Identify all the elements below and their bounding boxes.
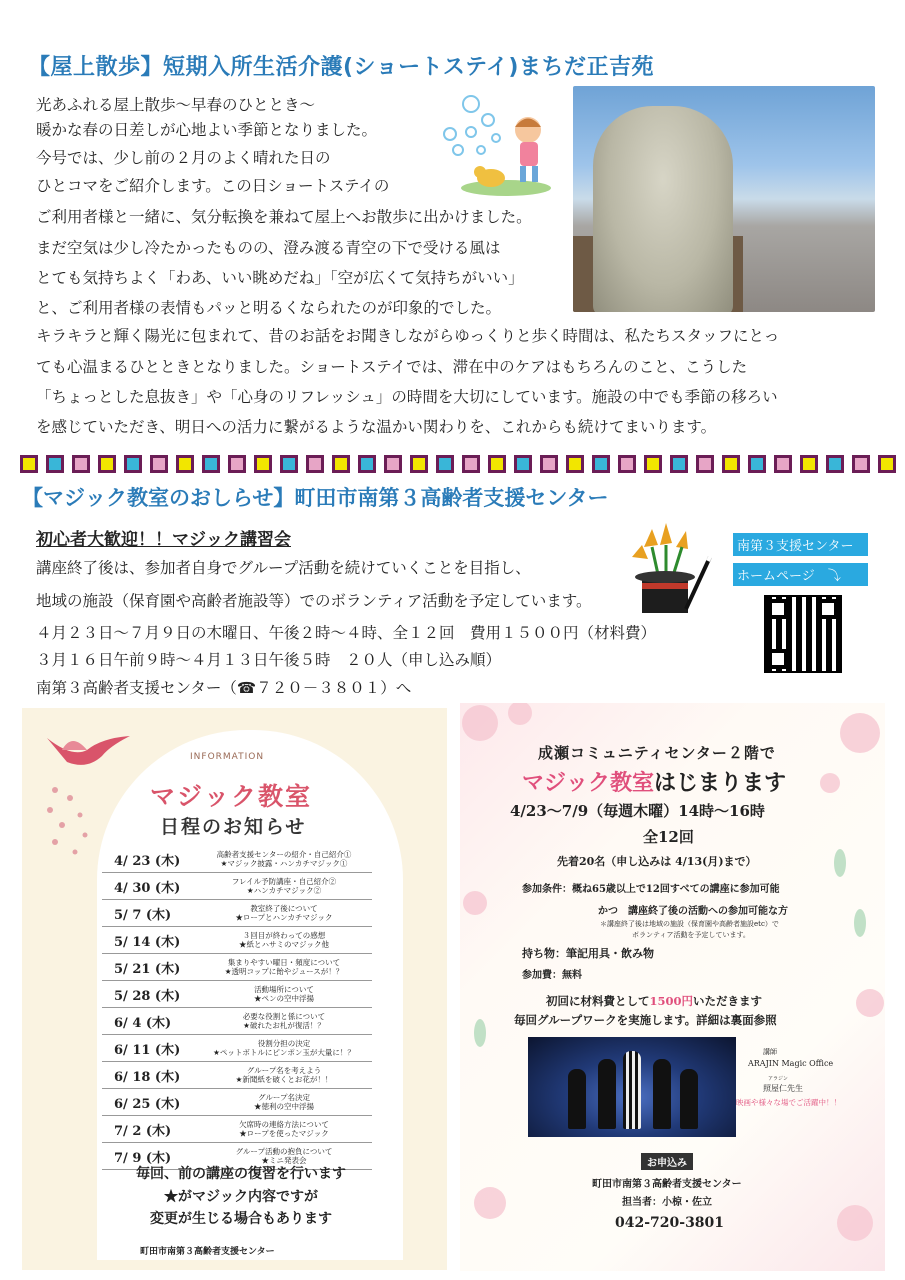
divider-square: [826, 455, 844, 473]
section1-line: と、ご利用者様の表情もパッと明るくなられたのが印象的でした。: [36, 299, 502, 317]
schedule-date: 7/ 2 (木): [114, 1123, 172, 1139]
lecturer-name: 照屋仁先生: [763, 1084, 803, 1093]
section2-title: 【マジック教室のおしらせ】町田市南第３高齢者支援センター: [22, 486, 609, 510]
divider-square: [566, 455, 584, 473]
schedule-content: 必要な役割と係について ★破れたお札が復活！？: [242, 1012, 326, 1030]
flyer-note: ボランティア活動を予定しています。: [632, 931, 750, 939]
divider-square: [228, 455, 246, 473]
flyer-condition: かつ 講座終了後の活動への参加可能な方: [598, 906, 788, 917]
lecturer-ruby: アラジン: [768, 1076, 788, 1082]
schedule-date: 4/ 30 (木): [114, 880, 181, 896]
section1-line: ひとコマをご紹介します。この日ショートステイの: [36, 177, 390, 195]
divider-square: [878, 455, 896, 473]
section2-line: 南第３高齢者支援センター（☎７２０－３８０１）へ: [36, 679, 412, 697]
divider-square: [722, 455, 740, 473]
divider-square: [202, 455, 220, 473]
schedule-row: [102, 1008, 372, 1035]
divider-square: [462, 455, 480, 473]
divider-square: [618, 455, 636, 473]
schedule-content: グループ名決定 ★徳利の空中浮揚: [254, 1093, 314, 1111]
material-text2: いただきます: [693, 994, 763, 1008]
schedule-row: [102, 1089, 372, 1116]
divider-square: [176, 455, 194, 473]
apply-label: お申込み: [641, 1153, 693, 1170]
schedule-content: 高齢者支援センターの紹介・自己紹介① ★マジック披露・ハンカチマジック①: [216, 850, 352, 868]
flyer-material: [546, 993, 762, 1009]
section2-line: 地域の施設（保育園や高齢者施設等）でのボランティア活動を予定しています。: [36, 592, 592, 610]
divider-square: [540, 455, 558, 473]
schedule-content: 活動場所について ★ペンの空中浮揚: [254, 985, 314, 1003]
rooftop-photo: [573, 86, 875, 312]
homepage-label[interactable]: ホームページ ⤵: [733, 563, 868, 586]
divider-square: [254, 455, 272, 473]
schedule-date: 5/ 7 (木): [114, 907, 172, 923]
schedule-row: [102, 873, 372, 900]
divider-square: [696, 455, 714, 473]
divider-square: [436, 455, 454, 473]
schedule-date: 5/ 21 (木): [114, 961, 181, 977]
schedule-footer-line: 変更が生じる場合もあります: [150, 1211, 332, 1227]
flyer-title: [522, 766, 786, 797]
flyer-fee: 参加費：無料: [522, 970, 582, 981]
schedule-content: 役割分担の決定 ★ペットボトルにピンポン玉が大量に！？: [213, 1039, 355, 1057]
divider-square: [150, 455, 168, 473]
magic-hat-flowers-illustration: [624, 517, 714, 617]
divider-square: [72, 455, 90, 473]
schedule-content: 教室終了後について ★ロープとハンカチマジック: [235, 904, 333, 922]
schedule-date: 6/ 18 (木): [114, 1069, 181, 1085]
schedule-row: [102, 927, 372, 954]
section1-line: 暖かな春の日差しが心地よい季節となりました。: [36, 121, 378, 139]
divider-square: [306, 455, 324, 473]
flyer-location: 成瀬コミュニティセンター２階で: [538, 744, 776, 762]
flyer-condition: 参加条件：概ね65歳以上で12回すべての講座に参加可能: [522, 884, 780, 895]
section1-line: キラキラと輝く陽光に包まれて、昔のお話をお聞きしながらゆっくりと歩く時間は、私たちスタッフにとっ: [36, 327, 780, 345]
schedule-date: 6/ 11 (木): [114, 1042, 181, 1058]
flyer-title-rest: はじまります: [654, 770, 787, 796]
lecturer-org: ARAJIN Magic Office: [748, 1059, 834, 1068]
flyer-dates: 4/23～7/9（毎週木曜）14時～16時: [510, 802, 765, 820]
section1-line: 「ちょっとした息抜き」や「心身のリフレッシュ」の時間を大切にしています。施設の中でも季節の移ろい: [36, 388, 778, 406]
divider-square: [332, 455, 350, 473]
flyer-groupwork: 毎回グループワークを実施します。詳細は裏面参照: [514, 1013, 777, 1027]
schedule-content: ３回目が終わっての感想 ★紙とハサミのマジック他: [239, 931, 329, 949]
schedule-row: [102, 846, 372, 873]
section1-title: 【屋上散歩】短期入所生活介護(ショートステイ)まちだ正吉苑: [28, 55, 654, 80]
material-price: 1500円: [649, 994, 694, 1008]
divider-square: [748, 455, 766, 473]
flyer-count: 全12回: [643, 828, 694, 846]
qr-code[interactable]: [764, 595, 842, 673]
section2-line: ３月１６日午前９時～４月１３日午後５時 ２０人（申し込み順）: [36, 651, 502, 669]
child-bubbles-illustration: [436, 92, 566, 197]
schedule-footer-line: 毎回、前の講座の復習を行います: [136, 1166, 346, 1182]
flyer-capacity: 先着20名（申し込みは 4/13(月)まで）: [557, 855, 757, 868]
schedule-table: [102, 846, 372, 1170]
divider-square: [670, 455, 688, 473]
magician-photo: [528, 1037, 736, 1137]
schedule-org: 町田市南第３高齢者支援センター: [140, 1247, 275, 1257]
schedule-row: [102, 1035, 372, 1062]
schedule-row: [102, 954, 372, 981]
divider-square: [800, 455, 818, 473]
schedule-title: マジック教室: [150, 782, 313, 811]
lecturer-label: 講師: [763, 1048, 777, 1056]
schedule-content: グループ名を考えよう ★新聞紙を破くとお花が！！: [235, 1066, 333, 1084]
schedule-content: 集まりやすい曜日・頻度について ★透明コップに飴やジュースが！？: [224, 958, 344, 976]
schedule-date: 7/ 9 (木): [114, 1150, 172, 1166]
divider-square: [280, 455, 298, 473]
section1-line: 今号では、少し前の２月のよく晴れた日の: [36, 149, 331, 167]
section1-line: を感じていただき、明日への活力に繋がるような温かい関わりを、これからも続けてまいります。: [36, 418, 717, 436]
apply-tel: 042-720-3801: [615, 1215, 725, 1231]
divider-square: [384, 455, 402, 473]
section2-line: ４月２３日～７月９日の木曜日、午後２時～４時、全１２回 費用１５００円（材料費）: [36, 624, 657, 642]
info-label: INFORMATION: [190, 752, 265, 762]
section1-line: 光あふれる屋上散歩～早春のひととき～: [36, 96, 316, 114]
divider-square: [20, 455, 38, 473]
schedule-row: [102, 1116, 372, 1143]
schedule-date: 5/ 14 (木): [114, 934, 181, 950]
flyer-title-pink: マジック教室: [522, 770, 655, 796]
divider-square: [358, 455, 376, 473]
divider-square: [488, 455, 506, 473]
divider-square: [852, 455, 870, 473]
schedule-row: [102, 981, 372, 1008]
schedule-subtitle: 日程のお知らせ: [160, 816, 307, 838]
divider-square: [410, 455, 428, 473]
schedule-date: 6/ 4 (木): [114, 1015, 172, 1031]
bird-illustration: [42, 728, 132, 773]
divider-square: [592, 455, 610, 473]
divider-square: [98, 455, 116, 473]
material-text: 初回に材料費として: [546, 994, 650, 1008]
blossom-decoration: [40, 780, 100, 870]
section1-line: ても心温まるひとときとなりました。ショートステイでは、滞在中のケアはもちろんのこと、こうした: [36, 358, 748, 376]
schedule-row: [102, 900, 372, 927]
divider-square: [774, 455, 792, 473]
section1-line: まだ空気は少し冷たかったものの、澄み渡る青空の下で受ける風は: [36, 239, 501, 257]
schedule-content: フレイル予防講座・自己紹介② ★ハンカチマジック②: [231, 877, 337, 895]
divider-square: [644, 455, 662, 473]
section1-line: とても気持ちよく「わあ、いい眺めだね」「空が広くて気持ちがいい」: [36, 269, 524, 287]
apply-staff: 担当者：小椋・佐立: [622, 1197, 712, 1208]
square-divider: [20, 455, 896, 473]
section2-line: 講座終了後は、参加者自身でグループ活動を続けていくことを目指し、: [36, 559, 531, 577]
divider-square: [514, 455, 532, 473]
lecturer-note: 映画や様々な場でご活躍中！！: [736, 1098, 841, 1107]
section2-subtitle: 初心者大歓迎！！マジック講習会: [36, 530, 291, 550]
schedule-content: グループ活動の抱負について ★ミニ発表会: [235, 1147, 333, 1165]
schedule-date: 5/ 28 (木): [114, 988, 181, 1004]
flyer-note: ＊講座終了後は地域の施設（保育園や高齢者施設etc）で: [600, 920, 779, 928]
flyer-items: 持ち物：筆記用具・飲み物: [522, 947, 654, 960]
apply-org: 町田市南第３高齢者支援センター: [592, 1179, 742, 1190]
schedule-content: 欠席時の連絡方法について ★ロープを使ったマジック: [239, 1120, 329, 1138]
schedule-footer-line: ★がマジック内容ですが: [164, 1189, 318, 1205]
schedule-date: 4/ 23 (木): [114, 853, 181, 869]
divider-square: [46, 455, 64, 473]
schedule-row: [102, 1062, 372, 1089]
divider-square: [124, 455, 142, 473]
schedule-date: 6/ 25 (木): [114, 1096, 181, 1112]
homepage-label: 南第３支援センター: [733, 533, 868, 556]
section1-line: ご利用者様と一緒に、気分転換を兼ねて屋上へお散歩に出かけました。: [36, 208, 532, 226]
